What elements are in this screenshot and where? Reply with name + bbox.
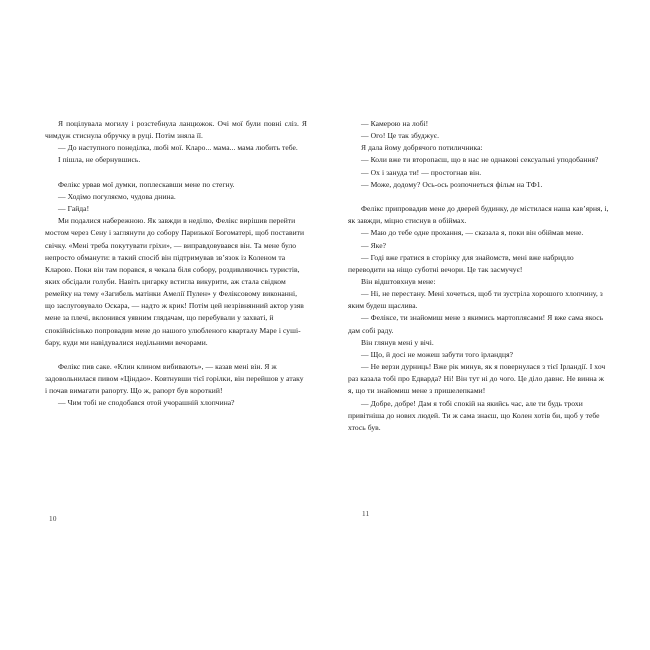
paragraph: Він глянув мені у вічі.: [361, 337, 434, 347]
page-left: [45, 118, 307, 548]
paragraph: — Що, й досі не можеш забути того ірландця?: [361, 349, 514, 359]
paragraph: Ми подалися набережною. Як завжди в неділю, Фелікс вирішив перейти мостом через Сену і заглянути до собору Паризької Богоматері, щоб поставити свічку. «Мені треба покутувати гріхи», — виправдовувався він. Та мене було непросто обманути: в такий спосіб він підтримував зв’язок із Коленом та Кларою. Поки він там порався, я чекала біля собору, роздивляючись туристів, яких обсідали голуби. Навіть цигарку встигла викурити, аж стала свідком ремейку на тему «Загибель матінки Амелії Пулен» у Феліксовому виконанні, що заслуговувало Оскара, — надто ж крик! Потім цей незрівнянний актор узяв мене за плечі, вклонився уявним глядачам, що перебували у захваті, й спокійнісінько попровадив мене до нашого улюбленого кварталу Маре і суші-бару, куди ми навідувалися недільними вечорами.: [45, 216, 305, 347]
paragraph: — Коли вже ти второпаєш, що в нас не однакові сексуальні уподобання?: [361, 155, 599, 165]
page-number-left: 10: [49, 515, 57, 523]
paragraph: — Добре, добре! Дам я тобі спокій на якийсь час, але ти будь трохи привітніша до нових людей. Ти ж сама знаєш, що Колен хотів би, щоб у тебе хтось був.: [348, 398, 600, 432]
paragraph: — Ні, не перестану. Мені хочеться, щоб ти зустріла хорошого хлопчину, з яким будеш щаслива.: [348, 289, 603, 311]
paragraph: — Маю до тебе одне прохання, — сказала я, поки він обіймав мене.: [361, 228, 584, 238]
paragraph: Фелікс урвав мої думки, поплескавши мене по стегну.: [58, 179, 235, 189]
paragraph: Я поцілувала могилу і розстебнула ланцюжок. Очі мої були повні сліз. Я чимдуж стиснула обручку в руці. Потім зняла її.: [45, 119, 307, 141]
page-number-right: 11: [362, 510, 370, 518]
paragraph: — Ходімо погуляємо, чудова днина.: [58, 191, 176, 201]
paragraph: — Ого! Це так збуджує.: [361, 131, 440, 141]
paragraph: — Може, додому? Ось-ось розпочнеться фільм на ТФ1.: [361, 179, 543, 189]
page-right-text-block: [348, 118, 610, 434]
paragraph: Фелікс пив саке. «Клин клином вибивають», — казав мені він. Я ж задовольнилася пивом «Ціндао». Ковтнувши тієї горілки, він перейшов у атаку і почав вимагати рапорту. Що ж, рапорт був короткий!: [45, 362, 304, 396]
paragraph: Він відштовхнув мене:: [361, 276, 436, 286]
paragraph: — Яке?: [361, 240, 386, 250]
paragraph: — Гайда!: [58, 204, 90, 214]
paragraph: Я дала йому добрячого потиличника:: [361, 143, 483, 153]
page-left-text-block: [45, 118, 307, 410]
paragraph: — Феліксе, ти знайомиш мене з якимись мартоплясами! Я вже сама якось дам собі раду.: [348, 313, 604, 335]
paragraph: — Чим тобі не сподобався отой учорашній хлопчина?: [58, 398, 235, 408]
paragraph: — Годі вже гратися в сторінку для знайомств, мені вже набридло переводити на ніщо суботні вечори. Це так засмучує!: [348, 252, 574, 274]
paragraph: І пішла, не обернувшись.: [58, 155, 141, 165]
paragraph: — До наступного понеділка, любі мої. Кларо... мама... мама любить тебе.: [58, 143, 298, 153]
page-right: [348, 118, 610, 548]
paragraph: — Камерою на лобі!: [361, 119, 429, 128]
paragraph: — Не верзи дурниць! Вже рік минув, як я повернулася з тієї Ірландії. І хоч раз казала тобі про Едварда? Ні! Він тут ні до чого. Це діло давнє. Не винна ж я, що ти знайомиш мене з пришелепками!: [348, 362, 606, 396]
paragraph: Фелікс припровадив мене до дверей будинку, де містилася наша кав’ярня, і, як завжди, міцно стиснув в обіймах.: [348, 204, 609, 226]
paragraph: — Ох і зануда ти! — простогнав він.: [361, 167, 482, 177]
